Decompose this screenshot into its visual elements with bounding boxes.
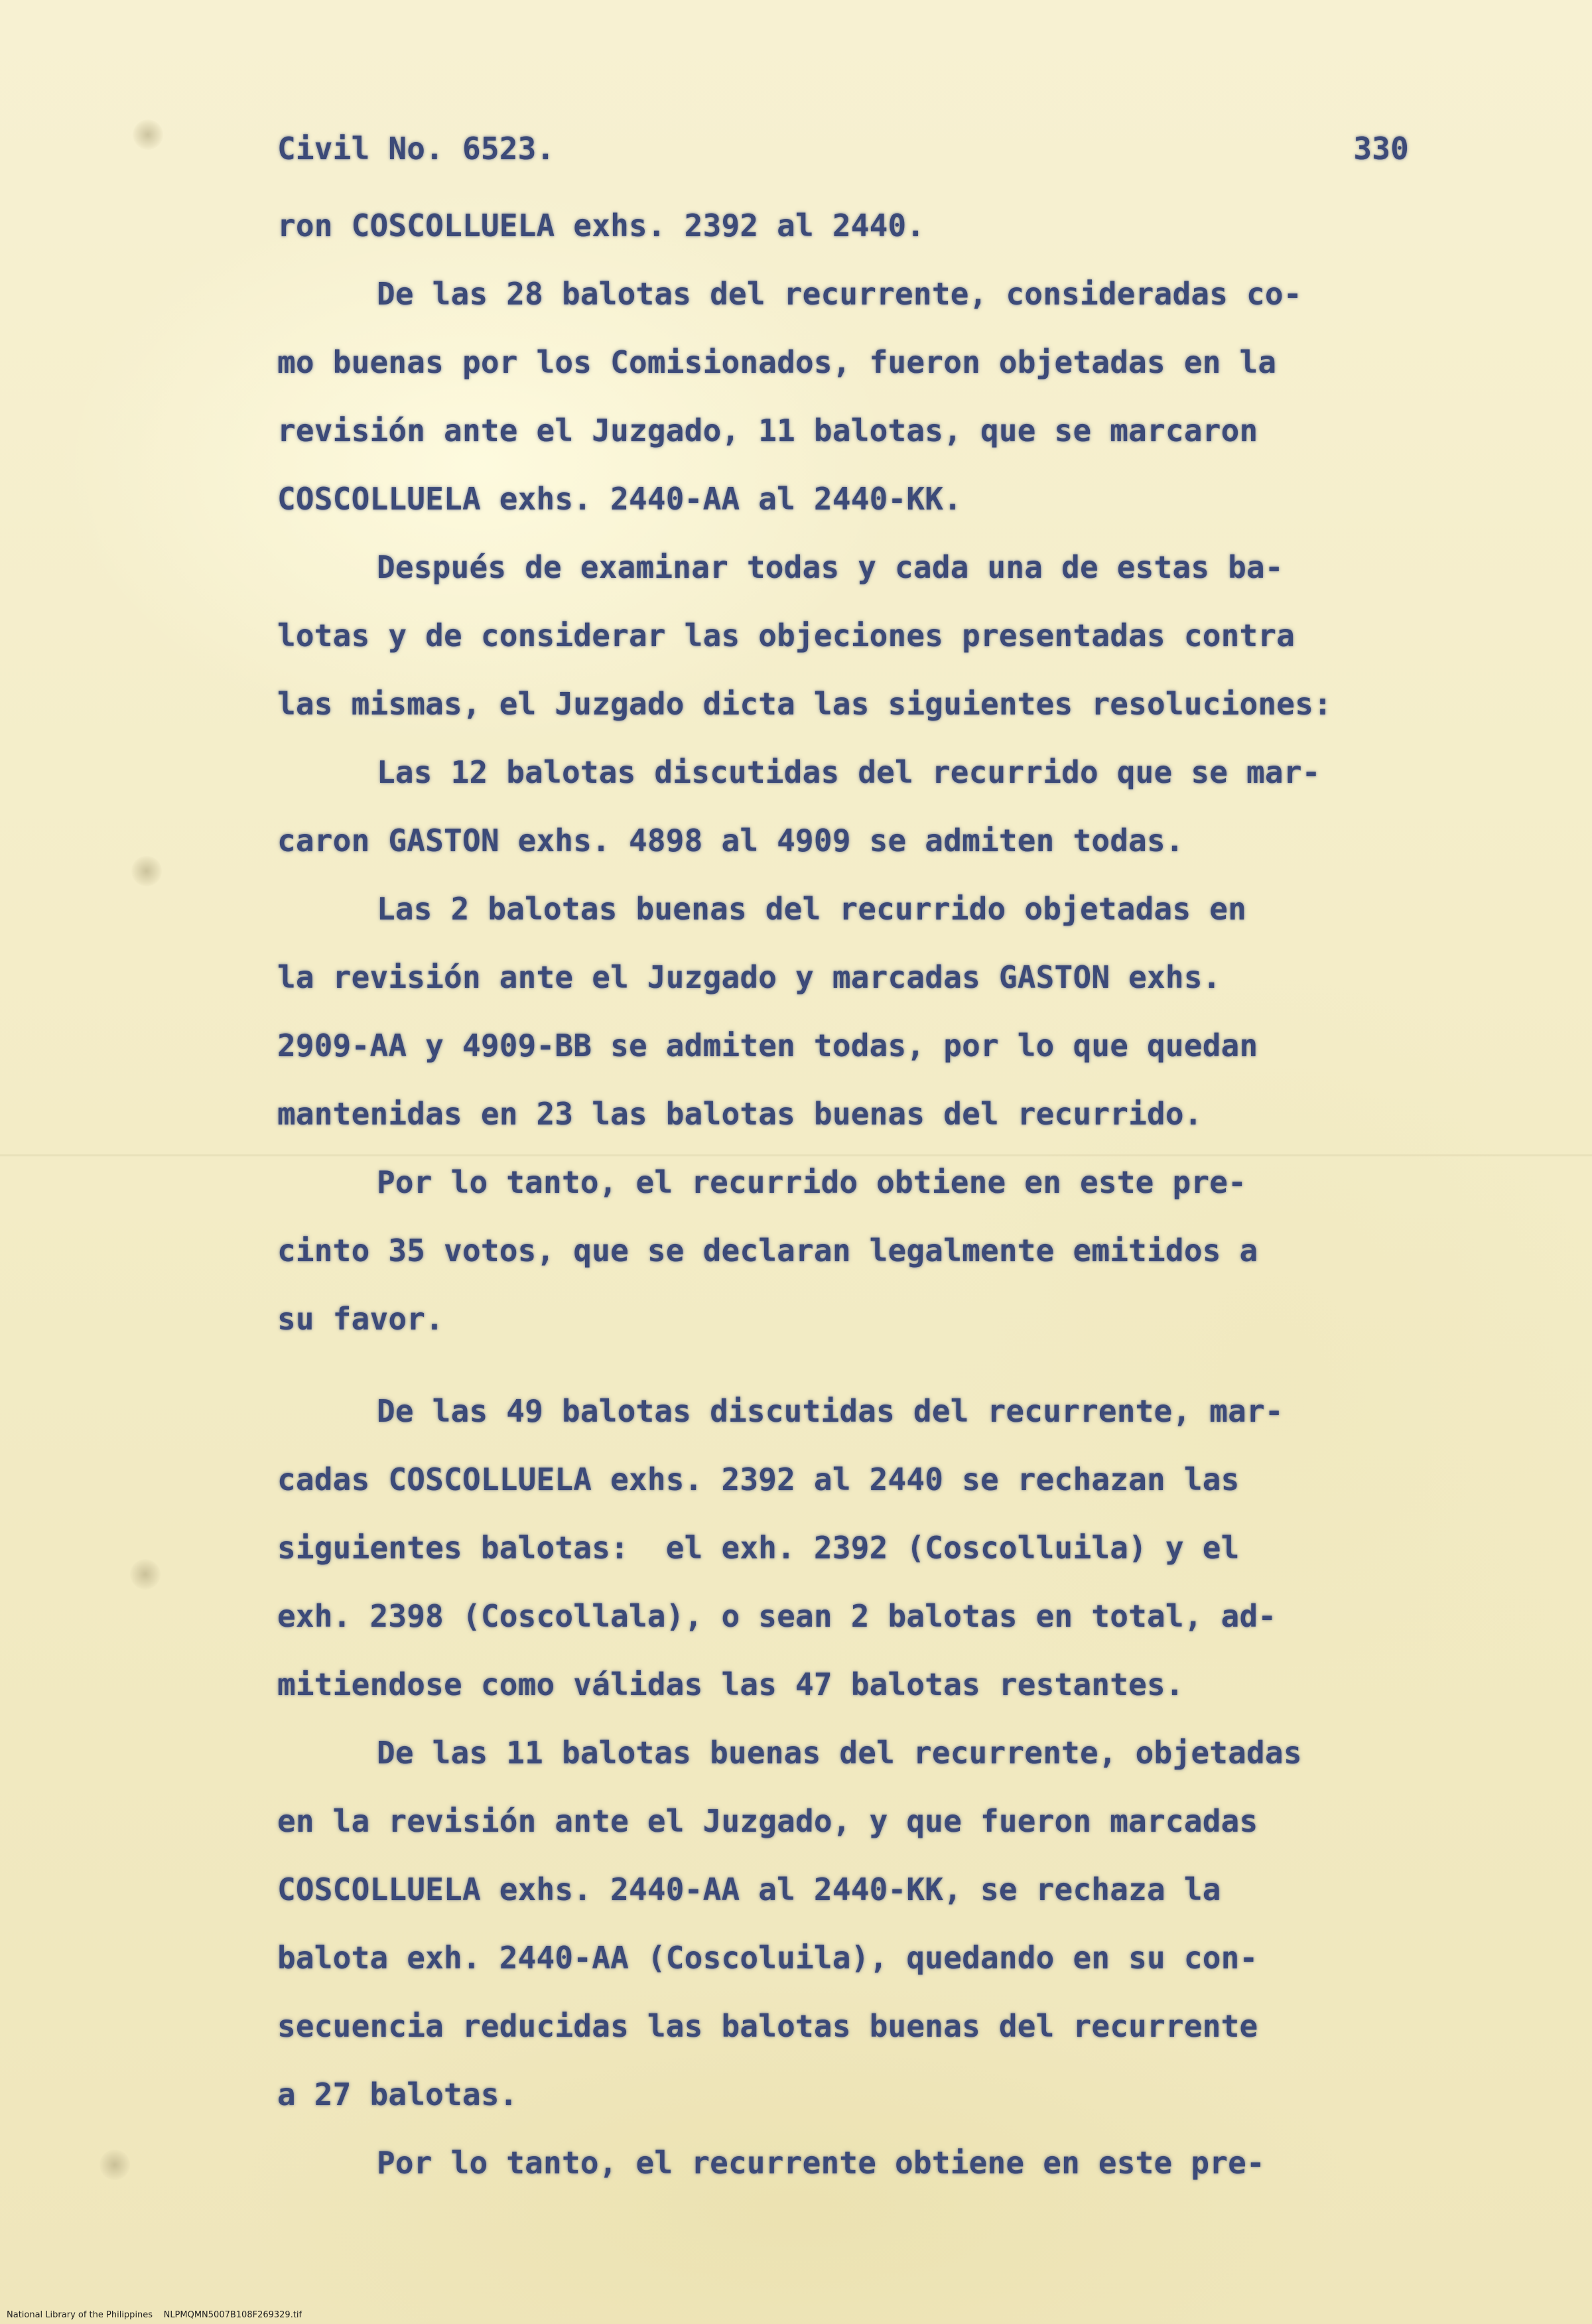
text-line: balota exh. 2440-AA (Coscoluila), quedando en su con- <box>277 1940 1258 1976</box>
text-line: 2909-AA y 4909-BB se admiten todas, por lo que quedan <box>277 1028 1258 1063</box>
punch-hole-bottom <box>100 2150 130 2180</box>
page-number: 330 <box>1353 131 1409 167</box>
text-line: revisión ante el Juzgado, 11 balotas, que se marcaron <box>277 413 1258 448</box>
text-line: lotas y de considerar las objeciones presentadas contra <box>277 618 1295 653</box>
text-line: Las 2 balotas buenas del recurrido objetadas en <box>377 891 1247 927</box>
text-line: Por lo tanto, el recurrido obtiene en este pre- <box>377 1164 1247 1200</box>
text-line: cadas COSCOLLUELA exhs. 2392 al 2440 se rechazan las <box>277 1462 1240 1497</box>
text-line: De las 28 balotas del recurrente, consideradas co- <box>377 276 1302 312</box>
text-line: COSCOLLUELA exhs. 2440-AA al 2440-KK. <box>277 481 962 517</box>
text-line: De las 11 balotas buenas del recurrente, objetadas <box>377 1735 1302 1771</box>
text-line: Las 12 balotas discutidas del recurrido que se mar- <box>377 754 1321 790</box>
text-line: a 27 balotas. <box>277 2077 518 2112</box>
typed-text-block <box>277 123 1409 2197</box>
page-header <box>277 123 1409 192</box>
text-line: su favor. <box>277 1301 444 1337</box>
text-line: mantenidas en 23 las balotas buenas del recurrido. <box>277 1096 1203 1132</box>
punch-hole-top <box>133 119 163 150</box>
text-line: cinto 35 votos, que se declaran legalmente emitidos a <box>277 1233 1258 1268</box>
text-line: mitiendose como válidas las 47 balotas restantes. <box>277 1667 1184 1702</box>
archive-footer: National Library of the Philippines NLPMQMN5007B108F269329.tif <box>7 2310 302 2320</box>
punch-hole-lower-middle <box>130 1559 161 1590</box>
text-line: Después de examinar todas y cada una de estas ba- <box>377 549 1284 585</box>
text-line: COSCOLLUELA exhs. 2440-AA al 2440-KK, se rechaza la <box>277 1872 1221 1907</box>
text-line: siguientes balotas: el exh. 2392 (Coscolluila) y el <box>277 1530 1240 1566</box>
text-line: caron GASTON exhs. 4898 al 4909 se admiten todas. <box>277 823 1184 858</box>
text-line: secuencia reducidas las balotas buenas del recurrente <box>277 2008 1258 2044</box>
text-line: De las 49 balotas discutidas del recurrente, mar- <box>377 1393 1284 1429</box>
text-line: las mismas, el Juzgado dicta las siguientes resoluciones: <box>277 686 1332 722</box>
text-line: la revisión ante el Juzgado y marcadas GASTON exhs. <box>277 959 1221 995</box>
text-line: en la revisión ante el Juzgado, y que fueron marcadas <box>277 1803 1258 1839</box>
text-line: ron COSCOLLUELA exhs. 2392 al 2440. <box>277 208 925 243</box>
paragraph-gap <box>277 1353 1405 1377</box>
text-line: mo buenas por los Comisionados, fueron objetadas en la <box>277 344 1277 380</box>
case-number: Civil No. 6523. <box>277 131 555 167</box>
punch-hole-upper-middle <box>131 856 162 886</box>
text-line: exh. 2398 (Coscollala), o sean 2 balotas en total, ad- <box>277 1598 1277 1634</box>
text-line: Por lo tanto, el recurrente obtiene en este pre- <box>377 2145 1265 2181</box>
